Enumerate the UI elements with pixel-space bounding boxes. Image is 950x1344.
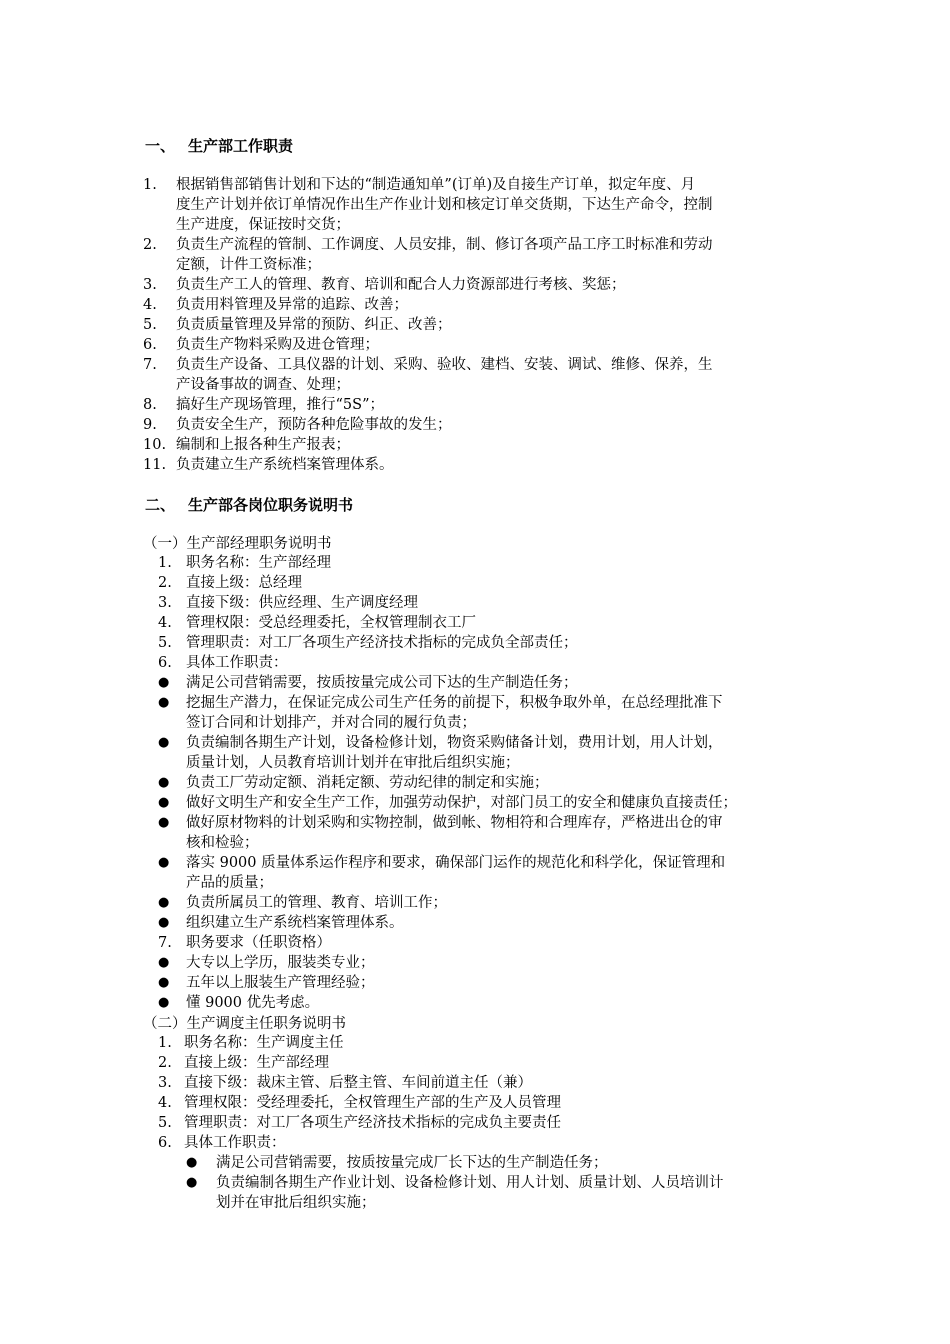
item-text-line: 负责编制各期生产作业计划、设备检修计划、用人计划、质量计划、人员培训计 bbox=[216, 1175, 724, 1191]
item-number: 11. bbox=[143, 457, 167, 473]
job-1-list bbox=[158, 553, 838, 1013]
bullet-marker: ● bbox=[186, 1155, 198, 1170]
bullet-marker: ● bbox=[158, 915, 170, 930]
job-1-item bbox=[158, 973, 838, 993]
item-text-line: 签订合同和计划排产，并对合同的履行负责； bbox=[186, 715, 476, 731]
job-2-list bbox=[158, 1033, 838, 1153]
item-number: 4. bbox=[143, 297, 157, 313]
item-text-line: 满足公司营销需要，按质按量完成厂长下达的生产制造任务； bbox=[216, 1155, 608, 1171]
bullet-marker: ● bbox=[158, 735, 170, 750]
bullet-marker: ● bbox=[158, 955, 170, 970]
item-number: 10. bbox=[143, 437, 167, 453]
item-number: 1. bbox=[158, 1035, 172, 1051]
bullet-marker: ● bbox=[158, 895, 170, 910]
item-number: 4. bbox=[158, 1095, 172, 1111]
section-1-list bbox=[143, 175, 823, 475]
item-text-line: 负责质量管理及异常的预防、纠正、改善； bbox=[176, 317, 452, 333]
item-text-line: 大专以上学历，服装类专业； bbox=[186, 955, 375, 971]
item-number: 5. bbox=[158, 1115, 172, 1131]
item-text-line: 做好文明生产和安全生产工作，加强劳动保护，对部门员工的安全和健康负直接责任； bbox=[186, 795, 737, 811]
item-number: 9. bbox=[143, 417, 157, 433]
job-2-bullet-item bbox=[186, 1153, 826, 1173]
item-text-line: 负责生产设备、工具仪器的计划、采购、验收、建档、安装、调试、维修、保养，生 bbox=[176, 357, 713, 373]
item-text-line: 具体工作职责： bbox=[184, 1135, 286, 1151]
item-number: 8. bbox=[143, 397, 157, 413]
job-1-item bbox=[158, 553, 838, 573]
item-text-line: 产品的质量； bbox=[186, 875, 273, 891]
job-2-item bbox=[158, 1113, 838, 1133]
item-text-line: 负责工厂劳动定额、消耗定额、劳动纪律的制定和实施； bbox=[186, 775, 549, 791]
section-1-item bbox=[143, 415, 823, 435]
item-text-line: 懂 9000 优先考虑。 bbox=[186, 995, 320, 1011]
section-2-heading bbox=[145, 495, 353, 515]
job-1-item bbox=[158, 933, 838, 953]
item-number: 7. bbox=[143, 357, 157, 373]
job-1-item bbox=[158, 793, 838, 813]
section-2-title: 生产部各岗位职务说明书 bbox=[188, 496, 354, 514]
section-1-item bbox=[143, 455, 823, 475]
item-text-line: 定额，计件工资标准； bbox=[176, 257, 321, 273]
job-2-item bbox=[158, 1053, 838, 1073]
job-1-item bbox=[158, 733, 838, 773]
item-text-line: 根据销售部销售计划和下达的“制造通知单”(订单)及自接生产订单，拟定年度、月 bbox=[176, 177, 696, 193]
section-1-heading bbox=[145, 136, 293, 156]
job-1-item bbox=[158, 993, 838, 1013]
section-1-item bbox=[143, 175, 823, 235]
bullet-marker: ● bbox=[158, 855, 170, 870]
job-1-item bbox=[158, 613, 838, 633]
item-text-line: 负责所属员工的管理、教育、培训工作； bbox=[186, 895, 447, 911]
item-number: 5. bbox=[158, 635, 172, 651]
item-text-line: 质量计划，人员教育培训计划并在审批后组织实施； bbox=[186, 755, 520, 771]
item-text-line: 编制和上报各种生产报表； bbox=[176, 437, 350, 453]
job-2-bullet-item bbox=[186, 1173, 826, 1213]
bullet-marker: ● bbox=[158, 815, 170, 830]
job-2-item bbox=[158, 1093, 838, 1113]
job-1-item bbox=[158, 693, 838, 733]
bullet-marker: ● bbox=[158, 695, 170, 710]
bullet-marker: ● bbox=[158, 775, 170, 790]
job-1-title: （一）生产部经理职务说明书 bbox=[143, 536, 332, 552]
job-1-item bbox=[158, 773, 838, 793]
item-number: 5. bbox=[143, 317, 157, 333]
section-1-item bbox=[143, 395, 823, 415]
item-text-line: 负责安全生产，预防各种危险事故的发生； bbox=[176, 417, 452, 433]
item-number: 2. bbox=[158, 1055, 172, 1071]
section-1-item bbox=[143, 275, 823, 295]
item-number: 2. bbox=[158, 575, 172, 591]
job-2-item bbox=[158, 1033, 838, 1053]
job-2-item bbox=[158, 1073, 838, 1093]
job-1-item bbox=[158, 633, 838, 653]
item-text-line: 负责建立生产系统档案管理体系。 bbox=[176, 457, 394, 473]
item-text-line: 满足公司营销需要，按质按量完成公司下达的生产制造任务； bbox=[186, 675, 578, 691]
item-text-line: 负责编制各期生产计划，设备检修计划，物资采购储备计划，费用计划，用人计划， bbox=[186, 735, 723, 751]
item-text-line: 产设备事故的调查、处理； bbox=[176, 377, 350, 393]
item-number: 7. bbox=[158, 935, 172, 951]
item-text-line: 负责生产物料采购及进仓管理； bbox=[176, 337, 379, 353]
item-number: 2. bbox=[143, 237, 157, 253]
item-text-line: 搞好生产现场管理，推行“5S”； bbox=[176, 397, 384, 413]
section-1-number: 一、 bbox=[145, 137, 176, 155]
job-1-item bbox=[158, 913, 838, 933]
item-text-line: 负责用料管理及异常的追踪、改善； bbox=[176, 297, 408, 313]
item-text-line: 落实 9000 质量体系运作程序和要求，确保部门运作的规范化和科学化，保证管理和 bbox=[186, 855, 726, 871]
job-1-item bbox=[158, 653, 838, 673]
bullet-marker: ● bbox=[158, 975, 170, 990]
bullet-marker: ● bbox=[186, 1175, 198, 1190]
item-text-line: 管理职责：对工厂各项生产经济技术指标的完成负全部责任； bbox=[186, 635, 578, 651]
item-text-line: 职务要求（任职资格） bbox=[186, 935, 331, 951]
section-1-item bbox=[143, 235, 823, 275]
bullet-marker: ● bbox=[158, 995, 170, 1010]
item-text-line: 负责生产流程的管制、工作调度、人员安排，制、修订各项产品工序工时标准和劳动 bbox=[176, 237, 713, 253]
item-number: 1. bbox=[158, 555, 172, 571]
item-text-line: 划并在审批后组织实施； bbox=[216, 1195, 376, 1211]
job-2-bullet-list bbox=[186, 1153, 826, 1213]
job-1-item bbox=[158, 813, 838, 853]
item-text-line: 职务名称：生产调度主任 bbox=[184, 1035, 344, 1051]
item-text-line: 管理权限：受经理委托，全权管理生产部的生产及人员管理 bbox=[184, 1095, 561, 1111]
section-1-item bbox=[143, 335, 823, 355]
item-text-line: 管理权限：受总经理委托，全权管理制衣工厂 bbox=[186, 615, 476, 631]
item-text-line: 五年以上服装生产管理经验； bbox=[186, 975, 375, 991]
item-number: 6. bbox=[143, 337, 157, 353]
item-number: 3. bbox=[158, 1075, 172, 1091]
section-1-item bbox=[143, 295, 823, 315]
item-number: 3. bbox=[143, 277, 157, 293]
item-text-line: 直接下级：裁床主管、后整主管、车间前道主任（兼） bbox=[184, 1075, 532, 1091]
item-text-line: 负责生产工人的管理、教育、培训和配合人力资源部进行考核、奖惩； bbox=[176, 277, 626, 293]
item-number: 6. bbox=[158, 1135, 172, 1151]
item-number: 3. bbox=[158, 595, 172, 611]
item-text-line: 生产进度，保证按时交货； bbox=[176, 217, 350, 233]
job-1-item bbox=[158, 593, 838, 613]
job-1-item bbox=[158, 673, 838, 693]
bullet-marker: ● bbox=[158, 675, 170, 690]
item-text-line: 直接上级：生产部经理 bbox=[184, 1055, 329, 1071]
section-1-item bbox=[143, 315, 823, 335]
item-number: 6. bbox=[158, 655, 172, 671]
item-text-line: 度生产计划并依订单情况作出生产作业计划和核定订单交货期，下达生产命令，控制 bbox=[176, 197, 713, 213]
item-text-line: 组织建立生产系统档案管理体系。 bbox=[186, 915, 404, 931]
job-1-item bbox=[158, 893, 838, 913]
item-text-line: 管理职责：对工厂各项生产经济技术指标的完成负主要责任 bbox=[184, 1115, 561, 1131]
item-text-line: 挖掘生产潜力，在保证完成公司生产任务的前提下，积极争取外单，在总经理批准下 bbox=[186, 695, 723, 711]
job-2-item bbox=[158, 1133, 838, 1153]
job-1-item bbox=[158, 573, 838, 593]
job-1-item bbox=[158, 953, 838, 973]
section-1-title: 生产部工作职责 bbox=[188, 137, 294, 155]
item-text-line: 直接上级：总经理 bbox=[186, 575, 302, 591]
item-text-line: 职务名称：生产部经理 bbox=[186, 555, 331, 571]
job-2-title: （二）生产调度主任职务说明书 bbox=[143, 1016, 346, 1032]
section-1-item bbox=[143, 435, 823, 455]
section-2-number: 二、 bbox=[145, 496, 176, 514]
job-1-item bbox=[158, 853, 838, 893]
bullet-marker: ● bbox=[158, 795, 170, 810]
section-1-item bbox=[143, 355, 823, 395]
item-text-line: 核和检验； bbox=[186, 835, 259, 851]
item-number: 4. bbox=[158, 615, 172, 631]
item-text-line: 具体工作职责： bbox=[186, 655, 288, 671]
item-number: 1. bbox=[143, 177, 157, 193]
item-text-line: 做好原材物料的计划采购和实物控制，做到帐、物相符和合理库存，严格进出仓的审 bbox=[186, 815, 723, 831]
item-text-line: 直接下级：供应经理、生产调度经理 bbox=[186, 595, 418, 611]
